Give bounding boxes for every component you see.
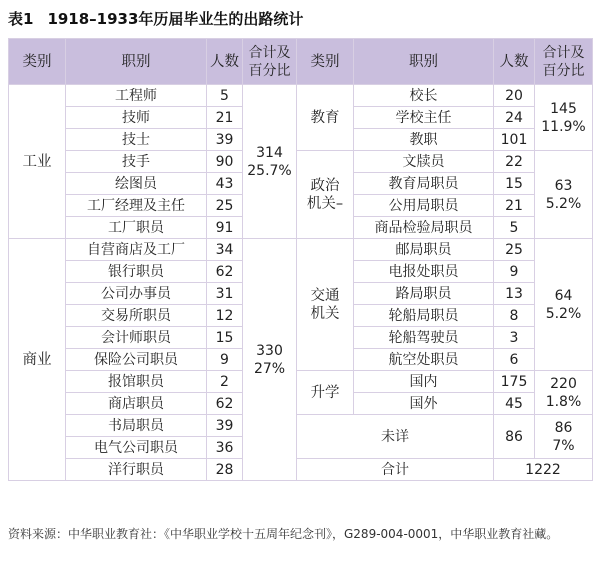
count-cell: 9: [207, 349, 243, 371]
count-cell: 22: [494, 151, 535, 173]
table-row: [9, 151, 593, 173]
total-further-study: 220 1.8%: [535, 371, 593, 415]
table-number: 表1: [8, 10, 34, 28]
job-cell: 轮船驾驶员: [354, 327, 494, 349]
job-cell: 会计师职员: [66, 327, 207, 349]
count-cell: 6: [494, 349, 535, 371]
category-further-study: 升学: [297, 371, 354, 415]
count-cell: 25: [207, 195, 243, 217]
table-row: [9, 371, 593, 393]
job-cell: 技手: [66, 151, 207, 173]
header-category: 类别: [9, 39, 66, 85]
job-cell: 商品检验局职员: [354, 217, 494, 239]
count-cell: 2: [207, 371, 243, 393]
count-cell: 39: [207, 129, 243, 151]
header-total-right: 合计及 百分比: [535, 39, 593, 85]
count-cell: 21: [207, 107, 243, 129]
table-caption: [8, 6, 303, 32]
table-title: 1918–1933年历届毕业生的出路统计: [47, 10, 304, 28]
count-cell: 15: [494, 173, 535, 195]
count-cell: 5: [207, 85, 243, 107]
count-cell: 62: [207, 261, 243, 283]
job-cell: 路局职员: [354, 283, 494, 305]
count-cell: 8: [494, 305, 535, 327]
header-job: 职别: [66, 39, 207, 85]
job-cell: 公用局职员: [354, 195, 494, 217]
job-cell: 教职: [354, 129, 494, 151]
total-unknown: 86 7%: [535, 415, 593, 459]
source-text: 资料来源：中华职业教育社：《中华职业学校十五周年纪念刊》，G289-004-0001，中华职业教育社藏。: [8, 527, 559, 541]
count-cell: 12: [207, 305, 243, 327]
job-cell: 工厂职员: [66, 217, 207, 239]
count-cell: 175: [494, 371, 535, 393]
count-cell: 3: [494, 327, 535, 349]
table-row: [9, 239, 593, 261]
unknown-count: 86: [494, 415, 535, 459]
count-cell: 20: [494, 85, 535, 107]
graduates-table: [8, 38, 593, 481]
table-row: [9, 85, 593, 107]
total-government: 63 5.2%: [535, 151, 593, 239]
job-cell: 轮船局职员: [354, 305, 494, 327]
count-cell: 91: [207, 217, 243, 239]
source-note: [8, 522, 592, 546]
table-row: [9, 459, 593, 481]
count-cell: 34: [207, 239, 243, 261]
job-cell: 银行职员: [66, 261, 207, 283]
job-cell: 教育局职员: [354, 173, 494, 195]
count-cell: 9: [494, 261, 535, 283]
header-job-right: 职别: [354, 39, 494, 85]
header-count-right: 人数: [494, 39, 535, 85]
count-cell: 101: [494, 129, 535, 151]
job-cell: 公司办事员: [66, 283, 207, 305]
header-row: [9, 39, 593, 85]
category-industry: 工业: [9, 85, 66, 239]
job-cell: 技师: [66, 107, 207, 129]
job-cell: 邮局职员: [354, 239, 494, 261]
count-cell: 28: [207, 459, 243, 481]
grand-total-label: 合计: [297, 459, 494, 481]
count-cell: 15: [207, 327, 243, 349]
job-cell: 洋行职员: [66, 459, 207, 481]
job-cell: 保险公司职员: [66, 349, 207, 371]
count-cell: 45: [494, 393, 535, 415]
count-cell: 90: [207, 151, 243, 173]
count-cell: 43: [207, 173, 243, 195]
count-cell: 25: [494, 239, 535, 261]
category-government: 政治 机关–: [297, 151, 354, 239]
header-category-right: 类别: [297, 39, 354, 85]
job-cell: 国内: [354, 371, 494, 393]
job-cell: 校长: [354, 85, 494, 107]
job-cell: 报馆职员: [66, 371, 207, 393]
header-count: 人数: [207, 39, 243, 85]
job-cell: 交易所职员: [66, 305, 207, 327]
job-cell: 绘图员: [66, 173, 207, 195]
count-cell: 62: [207, 393, 243, 415]
total-education: 145 11.9%: [535, 85, 593, 151]
category-education: 教育: [297, 85, 354, 151]
job-cell: 工程师: [66, 85, 207, 107]
job-cell: 商店职员: [66, 393, 207, 415]
total-transport: 64 5.2%: [535, 239, 593, 371]
total-commerce: 330 27%: [243, 239, 297, 481]
count-cell: 13: [494, 283, 535, 305]
job-cell: 技士: [66, 129, 207, 151]
count-cell: 24: [494, 107, 535, 129]
header-total: 合计及 百分比: [243, 39, 297, 85]
table-row: [9, 415, 593, 437]
count-cell: 5: [494, 217, 535, 239]
total-industry: 314 25.7%: [243, 85, 297, 239]
grand-total-value: 1222: [494, 459, 593, 481]
job-cell: 电气公司职员: [66, 437, 207, 459]
count-cell: 36: [207, 437, 243, 459]
category-transport: 交通 机关: [297, 239, 354, 371]
job-cell: 学校主任: [354, 107, 494, 129]
count-cell: 39: [207, 415, 243, 437]
category-commerce: 商业: [9, 239, 66, 481]
count-cell: 31: [207, 283, 243, 305]
job-cell: 书局职员: [66, 415, 207, 437]
job-cell: 文牍员: [354, 151, 494, 173]
job-cell: 国外: [354, 393, 494, 415]
count-cell: 21: [494, 195, 535, 217]
job-cell: 航空处职员: [354, 349, 494, 371]
job-cell: 自营商店及工厂: [66, 239, 207, 261]
unknown-label: 未详: [297, 415, 494, 459]
job-cell: 电报处职员: [354, 261, 494, 283]
job-cell: 工厂经理及主任: [66, 195, 207, 217]
